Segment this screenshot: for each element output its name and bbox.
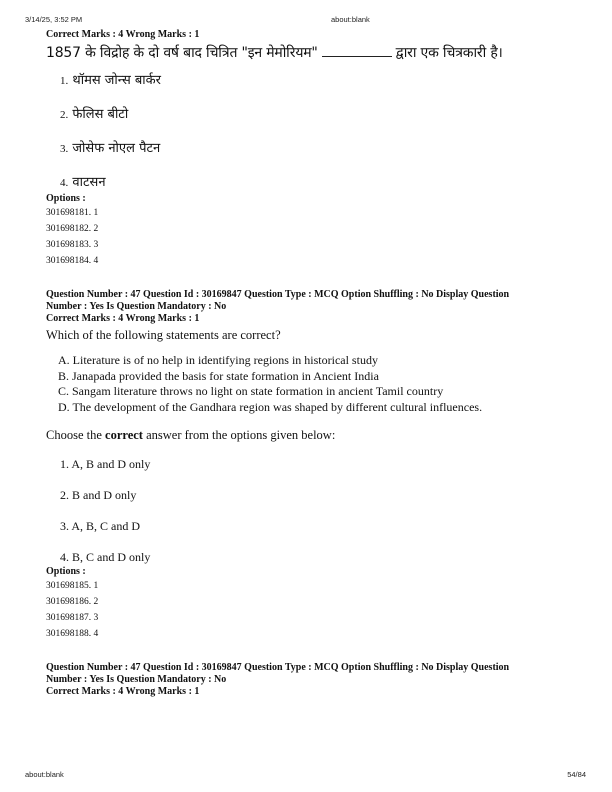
option-id: 301698188. 4: [46, 629, 99, 639]
options-heading: Options :: [46, 193, 86, 204]
option-id: 301698185. 1: [46, 581, 99, 591]
choice-4: 4. वाटसन: [60, 175, 106, 190]
choice-1: 1. थॉमस जोन्स बार्कर: [60, 73, 161, 88]
question-block-3: [46, 662, 576, 698]
marks-line: Correct Marks : 4 Wrong Marks : 1: [46, 29, 200, 40]
marks-line: Correct Marks : 4 Wrong Marks : 1: [46, 313, 200, 324]
marks-line: Correct Marks : 4 Wrong Marks : 1: [46, 686, 200, 697]
statement-list: [58, 353, 576, 415]
print-datetime: 3/14/25, 3:52 PM: [25, 15, 83, 24]
options-heading: Options :: [46, 566, 86, 577]
question-meta-line: Number : Yes Is Question Mandatory : No: [46, 674, 227, 685]
question-meta-line: Question Number : 47 Question Id : 30169847 Question Type : MCQ Option Shuffling : No Display Question: [46, 289, 510, 300]
question-text: Which of the following statements are correct?: [46, 328, 281, 342]
page-number: 54/84: [567, 770, 586, 779]
option-id: 301698183. 3: [46, 240, 99, 250]
choice-3: 3. जोसेफ नोएल पैटन: [60, 141, 161, 156]
question-block-2: [46, 289, 576, 642]
question-text: [46, 44, 576, 62]
option-id: 301698184. 4: [46, 256, 99, 266]
footer-url: about:blank: [25, 770, 64, 779]
statement: D. The development of the Gandhara region was shaped by different cultural influences.: [58, 399, 483, 414]
choice-2: 2. फेलिस बीटो: [60, 107, 129, 122]
statement: C. Sangam literature throws no light on state formation in ancient Tamil country: [58, 384, 444, 398]
option-id: 301698181. 1: [46, 208, 99, 218]
option-id: 301698187. 3: [46, 613, 99, 623]
instruction-text: Choose the correct answer from the options given below:: [46, 428, 336, 442]
option-id: 301698182. 2: [46, 224, 99, 234]
statement: B. Janapada provided the basis for state formation in Ancient India: [58, 368, 379, 383]
choice-1: 1. A, B and D only: [60, 457, 151, 471]
question-meta-line: Question Number : 47 Question Id : 30169847 Question Type : MCQ Option Shuffling : No Display Question: [46, 662, 510, 673]
page-content: [46, 29, 576, 698]
question-meta-line: Number : Yes Is Question Mandatory : No: [46, 301, 227, 312]
option-id: 301698186. 2: [46, 597, 99, 607]
question-block-1: [46, 29, 576, 269]
choice-4: 4. B, C and D only: [60, 550, 151, 564]
statement: A. Literature is of no help in identifying regions in historical study: [58, 353, 378, 367]
question-text-before: 1857 के विद्रोह के दो वर्ष बाद चित्रित "इन मेमोरियम": [46, 45, 318, 61]
fill-blank: [322, 46, 392, 57]
choice-3: 3. A, B, C and D: [60, 519, 141, 533]
choice-2: 2. B and D only: [60, 488, 137, 502]
print-url: about:blank: [331, 15, 370, 24]
question-text-after: द्वारा एक चित्रकारी है।: [395, 45, 503, 61]
